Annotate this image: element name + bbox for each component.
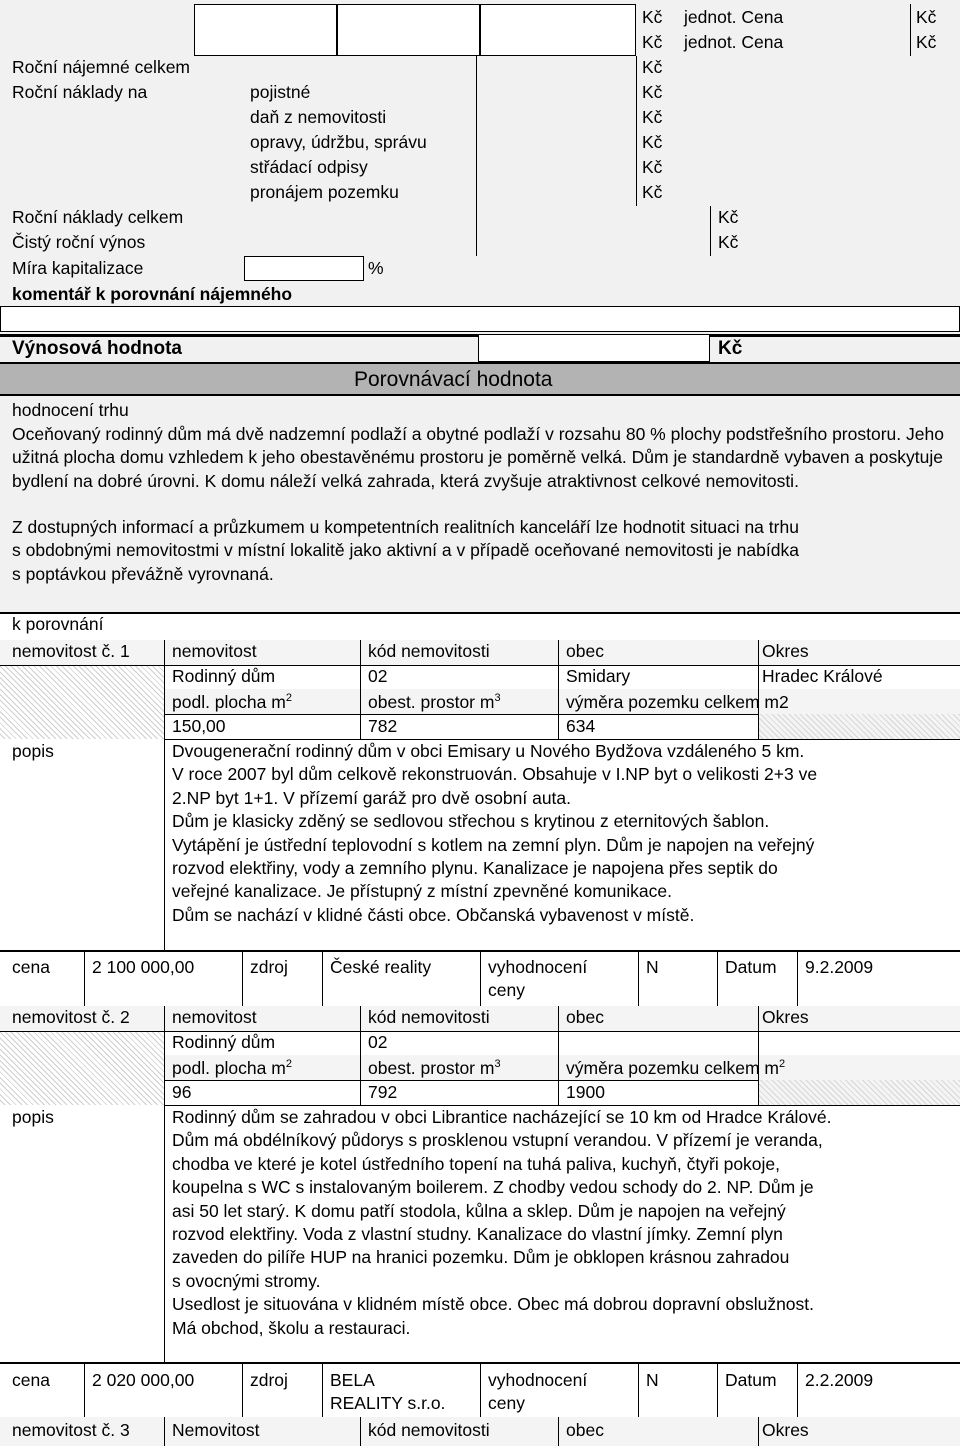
col-line bbox=[638, 1364, 639, 1417]
income-input-box-c[interactable] bbox=[480, 4, 636, 56]
unit-price-label: jednot. Cena bbox=[684, 7, 784, 27]
description-line: Dům má obdélníkový půdorys s prosklenou vstupní verandou. V přízemí je veranda, bbox=[172, 1130, 823, 1151]
col-line bbox=[797, 1364, 798, 1417]
label-hatch bbox=[0, 1031, 164, 1105]
header-property: nemovitost bbox=[172, 1007, 257, 1027]
cost-item-repairs: opravy, údržbu, správu bbox=[250, 132, 427, 152]
source-value: České reality bbox=[330, 957, 432, 977]
col-line bbox=[558, 1417, 559, 1446]
cost-item-land-rent: pronájem pozemku bbox=[250, 182, 399, 202]
header-property: nemovitost bbox=[172, 641, 257, 661]
evaluation-value: N bbox=[646, 1370, 659, 1390]
annual-costs-for-label: Roční náklady na bbox=[12, 82, 148, 102]
description-line: Má obchod, školu a restauraci. bbox=[172, 1317, 411, 1338]
col-line bbox=[558, 1006, 559, 1105]
currency-2b: Kč bbox=[916, 32, 937, 52]
col-line bbox=[360, 640, 361, 739]
market-evaluation-label: hodnocení trhu bbox=[12, 400, 129, 420]
col-line bbox=[360, 1417, 361, 1446]
property-district: Hradec Králové bbox=[762, 666, 883, 686]
header-district: Okres bbox=[762, 1007, 809, 1027]
col-line bbox=[480, 1364, 481, 1417]
currency-cost-3: Kč bbox=[642, 157, 663, 177]
description-line: veřejné kanalizace. Je přístupný z místní zpevněné komunikace. bbox=[172, 881, 672, 902]
income-divider-right bbox=[710, 206, 711, 256]
col-line bbox=[84, 1364, 85, 1417]
cap-rate-input[interactable] bbox=[244, 256, 364, 281]
label-hatch bbox=[0, 665, 164, 739]
col-line bbox=[164, 1006, 165, 1362]
comparative-title: Porovnávací hodnota bbox=[354, 368, 553, 391]
net-annual-yield-label: Čistý roční výnos bbox=[12, 232, 146, 252]
market-situation-line: s poptávkou převážně vyrovnaná. bbox=[12, 563, 274, 584]
currency-rent: Kč bbox=[642, 57, 663, 77]
description-line: 2.NP byt 1+1. V přízemí garáž pro dvě osobní auta. bbox=[172, 787, 572, 808]
header-code: kód nemovitosti bbox=[368, 1420, 490, 1440]
evaluation-value: N bbox=[646, 957, 659, 977]
col-line bbox=[638, 952, 639, 1006]
market-situation-line: Z dostupných informací a průzkumem u kompetentních realitních kanceláří lze hodnotit situaci na trhu bbox=[12, 517, 799, 537]
date-label: Datum bbox=[725, 1370, 777, 1390]
income-value-input[interactable] bbox=[478, 334, 710, 362]
unit-price-label: jednot. Cena bbox=[684, 32, 784, 52]
built-volume-value: 782 bbox=[368, 716, 398, 736]
header-district: Okres bbox=[762, 641, 809, 661]
col-line bbox=[322, 1364, 323, 1417]
currency-income-value: Kč bbox=[718, 338, 743, 359]
currency-cost-0: Kč bbox=[642, 82, 663, 102]
col-line bbox=[242, 952, 243, 1006]
annual-costs-total-label: Roční náklady celkem bbox=[12, 207, 184, 227]
col-line bbox=[797, 952, 798, 1006]
empty-hatch bbox=[758, 714, 960, 739]
evaluation-label: vyhodnocení bbox=[488, 1370, 588, 1390]
header-town: obec bbox=[566, 1420, 604, 1440]
for-comparison-label: k porovnání bbox=[12, 614, 104, 634]
source-label: zdroj bbox=[250, 1370, 288, 1390]
evaluation-label-2: ceny bbox=[488, 980, 525, 1000]
col-line bbox=[758, 640, 759, 739]
empty-hatch bbox=[758, 1080, 960, 1105]
header-lot-area: výměra pozemku celkem $m^2$ bbox=[566, 1057, 786, 1078]
price-label: cena bbox=[12, 1370, 50, 1390]
col-line bbox=[558, 640, 559, 739]
header-built-volume: obest. prostor $m^3$ bbox=[368, 1057, 501, 1078]
header-town: obec bbox=[566, 1007, 604, 1027]
description-line: zaveden do pilíře HUP na hranici pozemku. Dům je obklopen krásnou zahradou bbox=[172, 1247, 790, 1268]
income-value-label: Výnosová hodnota bbox=[12, 338, 182, 359]
market-situation-text bbox=[12, 516, 947, 586]
built-volume-value: 792 bbox=[368, 1082, 398, 1102]
cap-rate-label: Míra kapitalizace bbox=[12, 258, 144, 278]
currency-cost-1: Kč bbox=[642, 107, 663, 127]
header-code: kód nemovitosti bbox=[368, 641, 490, 661]
description-line: rozvod elektřiny. Voda z vlastní studny. Kanalizace do vlastní jímky. Zemní plyn bbox=[172, 1224, 783, 1245]
description-line: Dům se nachází v klidné části obce. Občanská vybavenost v místě. bbox=[172, 904, 695, 925]
property-label: nemovitost č. 2 bbox=[12, 1007, 130, 1027]
date-value: 2.2.2009 bbox=[805, 1370, 874, 1390]
market-situation-line: s obdobnými nemovitostmi v místní lokalitě jako aktivní a v případě oceňované nemovitosti je nabídka bbox=[12, 540, 799, 561]
header-town: obec bbox=[566, 641, 604, 661]
col-line bbox=[322, 952, 323, 1006]
col-line bbox=[758, 1417, 759, 1446]
currency-cost-4: Kč bbox=[642, 182, 663, 202]
description-line: V roce 2007 byl dům celkově rekonstruován. Obsahuje v I.NP byt o velikosti 2+3 ve bbox=[172, 764, 818, 785]
property-code: 02 bbox=[368, 1032, 388, 1052]
description-label: popis bbox=[12, 741, 54, 761]
col-line bbox=[758, 1006, 759, 1105]
source-label: zdroj bbox=[250, 957, 288, 977]
currency-2: Kč bbox=[642, 32, 663, 52]
cost-item-property-tax: daň z nemovitosti bbox=[250, 107, 387, 127]
property-type: Rodinný dům bbox=[172, 1032, 276, 1052]
col-line bbox=[717, 1364, 718, 1417]
lot-area-value: 1900 bbox=[566, 1082, 605, 1102]
currency-cost-2: Kč bbox=[642, 132, 663, 152]
header-district: Okres bbox=[762, 1420, 809, 1440]
description-line: rozvod elektřiny, vody a zemního plynu. Kanalizace je napojena přes septik do bbox=[172, 858, 778, 879]
percent-sign: % bbox=[368, 258, 384, 278]
header-code: kód nemovitosti bbox=[368, 1007, 490, 1027]
property-label: nemovitost č. 1 bbox=[12, 641, 130, 661]
description-line: Usedlost je situována v klidném místě obce. Obec má dobrou dopravní obslužnost. bbox=[172, 1294, 815, 1315]
currency-1b: Kč bbox=[916, 7, 937, 27]
property-town: Smidary bbox=[566, 666, 631, 686]
col-line bbox=[242, 1364, 243, 1417]
header-lot-area: výměra pozemku celkem m2 bbox=[566, 691, 789, 712]
annual-rent-total-label: Roční nájemné celkem bbox=[12, 57, 190, 77]
property-type: Rodinný dům bbox=[172, 666, 276, 686]
market-evaluation-text: Oceňovaný rodinný dům má dvě nadzemní podlaží a obytné podlaží v rozsahu 80 % plochy podstřešního prostoru. Jeho užitná plocha domu vzhledem k jeho obestavěnému prostoru je poměrně velká. Dům je standardně vybaven a poskytuje bydlení na dobré úrovni. K domu náleží velká zahrada, která zvyšuje atraktivnost celkové nemovitosti. bbox=[12, 424, 944, 491]
date-value: 9.2.2009 bbox=[805, 957, 874, 977]
col-line bbox=[717, 952, 718, 1006]
description-line: s ovocnými stromy. bbox=[172, 1270, 321, 1291]
header-floor-area: podl. plocha $m^2$ bbox=[172, 1057, 292, 1078]
floor-area-value: 96 bbox=[172, 1082, 192, 1102]
cost-item-insurance: pojistné bbox=[250, 82, 311, 102]
property-label: nemovitost č. 3 bbox=[12, 1420, 130, 1440]
cost-item-depreciation: střádací odpisy bbox=[250, 157, 368, 177]
property-code: 02 bbox=[368, 666, 388, 686]
price-label: cena bbox=[12, 957, 50, 977]
source-value-2: REALITY s.r.o. bbox=[330, 1393, 446, 1413]
col-line bbox=[164, 640, 165, 950]
income-divider-mid bbox=[636, 56, 637, 206]
description-label: popis bbox=[12, 1107, 54, 1127]
income-input-box-a[interactable] bbox=[194, 4, 337, 56]
header-built-volume: obest. prostor $m^3$ bbox=[368, 691, 501, 712]
income-input-box-b[interactable] bbox=[337, 4, 480, 56]
price-value: 2 100 000,00 bbox=[92, 957, 195, 977]
lot-area-value: 634 bbox=[566, 716, 596, 736]
date-label: Datum bbox=[725, 957, 777, 977]
evaluation-label-2: ceny bbox=[488, 1393, 525, 1413]
rent-comment-label: komentář k porovnání nájemného bbox=[12, 284, 293, 304]
description-line: Dvougenerační rodinný dům v obci Emisary u Nového Bydžova vzdáleného 5 km. bbox=[172, 741, 805, 761]
col-line bbox=[360, 1006, 361, 1105]
col-line bbox=[84, 952, 85, 1006]
price-value: 2 020 000,00 bbox=[92, 1370, 195, 1390]
for-comparison-bar bbox=[0, 612, 960, 640]
floor-area-value: 150,00 bbox=[172, 716, 226, 736]
evaluation-label: vyhodnocení bbox=[488, 957, 588, 977]
description-line: Vytápění je ústřední teplovodní s kotlem na zemní plyn. Dům je napojen na veřejný bbox=[172, 834, 815, 855]
description-line: koupelna s WC s instalovaným boilerem. Z chodby vedou schody do 2. NP. Dům je bbox=[172, 1177, 814, 1198]
col-line bbox=[480, 952, 481, 1006]
currency-costs-total: Kč bbox=[718, 207, 739, 227]
currency-1: Kč bbox=[642, 7, 663, 27]
rent-comment-input[interactable] bbox=[0, 306, 960, 332]
description-line: chodba ve které je kotel ústředního topení na tuhá paliva, kuchyň, čtyři pokoje, bbox=[172, 1153, 781, 1174]
income-divider-left bbox=[476, 56, 477, 256]
property-description bbox=[172, 740, 952, 927]
description-line: Dům je klasicky zděný se sedlovou střechou s krytinou z eternitových šablon. bbox=[172, 811, 770, 832]
row-line bbox=[0, 1031, 960, 1032]
col-line bbox=[164, 1417, 165, 1446]
property-description bbox=[172, 1106, 952, 1340]
description-line: Rodinný dům se zahradou v obci Librantice nacházející se 10 km od Hradce Králové. bbox=[172, 1107, 832, 1127]
currency-net-yield: Kč bbox=[718, 232, 739, 252]
header-floor-area: podl. plocha $m^2$ bbox=[172, 691, 292, 712]
header-property: Nemovitost bbox=[172, 1420, 260, 1440]
income-divider-end bbox=[910, 4, 911, 56]
source-value: BELA bbox=[330, 1370, 375, 1390]
description-line: asi 50 let starý. K domu patří stodola, kůlna a sklep. Dům je napojen na veřejný bbox=[172, 1200, 786, 1221]
